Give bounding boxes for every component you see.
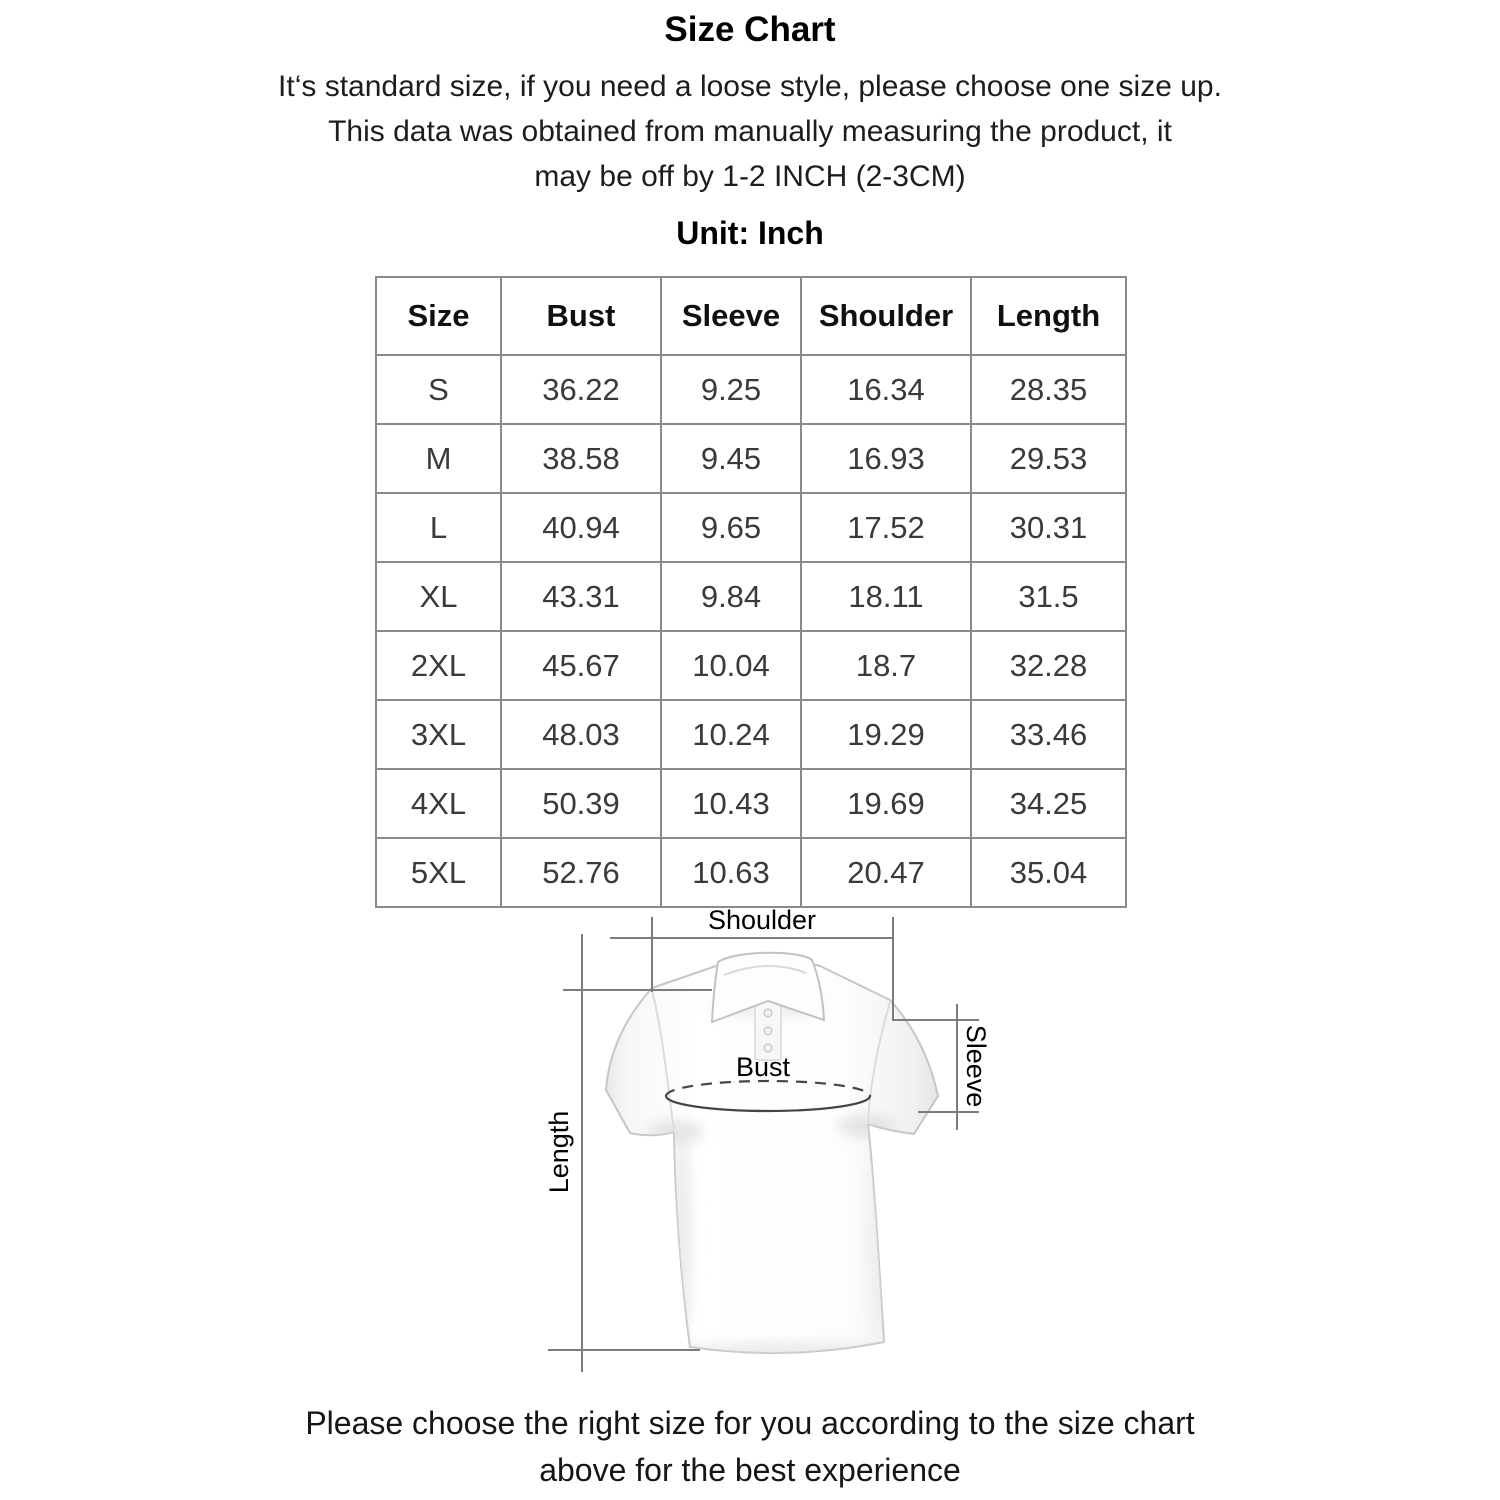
cell-shoulder: 19.69 [801,769,971,838]
cell-length: 28.35 [971,355,1126,424]
cell-bust: 45.67 [501,631,661,700]
length-label: Length [544,1110,574,1194]
cell-length: 29.53 [971,424,1126,493]
cell-shoulder: 20.47 [801,838,971,907]
polo-shirt-graphic [606,953,938,1362]
bust-label: Bust [735,1052,791,1082]
cell-sleeve: 10.24 [661,700,801,769]
table-row [376,493,1126,562]
cell-bust: 50.39 [501,769,661,838]
cell-sleeve: 9.45 [661,424,801,493]
cell-shoulder: 18.11 [801,562,971,631]
subtitle [0,64,1500,199]
table-row [376,424,1126,493]
cell-length: 31.5 [971,562,1126,631]
table-row [376,700,1126,769]
unit-label: Unit: Inch [676,215,824,251]
table-row [376,631,1126,700]
cell-size: 5XL [376,838,501,907]
cell-shoulder: 17.52 [801,493,971,562]
cell-size: 3XL [376,700,501,769]
cell-bust: 40.94 [501,493,661,562]
cell-shoulder: 18.7 [801,631,971,700]
cell-sleeve: 9.84 [661,562,801,631]
button [764,1044,772,1052]
cell-bust: 36.22 [501,355,661,424]
cell-size: S [376,355,501,424]
cell-sleeve: 10.04 [661,631,801,700]
cell-length: 30.31 [971,493,1126,562]
cell-length: 32.28 [971,631,1126,700]
cell-sleeve: 10.63 [661,838,801,907]
table-header-row [376,277,1126,355]
cell-shoulder: 16.93 [801,424,971,493]
cell-length: 34.25 [971,769,1126,838]
sleeve-label: Sleeve [961,1024,991,1108]
cell-size: XL [376,562,501,631]
col-header-length: Length [971,277,1126,355]
footer-line: Please choose the right size for you according to the size chart [305,1405,1195,1441]
col-header-bust: Bust [501,277,661,355]
cell-shoulder: 19.29 [801,700,971,769]
cell-bust: 43.31 [501,562,661,631]
shoulder-label: Shoulder [707,905,817,935]
cell-size: M [376,424,501,493]
subtitle-line: may be off by 1-2 INCH (2-3CM) [534,160,966,193]
subtitle-line: It‘s standard size, if you need a loose style, please choose one size up. [278,70,1222,103]
cell-size: 2XL [376,631,501,700]
cell-length: 35.04 [971,838,1126,907]
cell-sleeve: 10.43 [661,769,801,838]
cell-bust: 38.58 [501,424,661,493]
cell-length: 33.46 [971,700,1126,769]
table-row [376,769,1126,838]
col-header-sleeve: Sleeve [661,277,801,355]
cell-size: L [376,493,501,562]
col-header-shoulder: Shoulder [801,277,971,355]
col-header-size: Size [376,277,501,355]
button [764,1009,772,1017]
cell-shoulder: 16.34 [801,355,971,424]
footer-note [0,1400,1500,1494]
button [764,1027,772,1035]
shirt-measurement-diagram [520,898,1080,1390]
page-title: Size Chart [664,10,836,49]
table-row [376,562,1126,631]
table-row [376,838,1126,907]
table-row [376,355,1126,424]
cell-sleeve: 9.25 [661,355,801,424]
cell-sleeve: 9.65 [661,493,801,562]
footer-line: above for the best experience [539,1452,961,1488]
cell-size: 4XL [376,769,501,838]
size-chart-table [375,276,1127,908]
cell-bust: 52.76 [501,838,661,907]
subtitle-line: This data was obtained from manually measuring the product, it [328,115,1172,148]
cell-bust: 48.03 [501,700,661,769]
